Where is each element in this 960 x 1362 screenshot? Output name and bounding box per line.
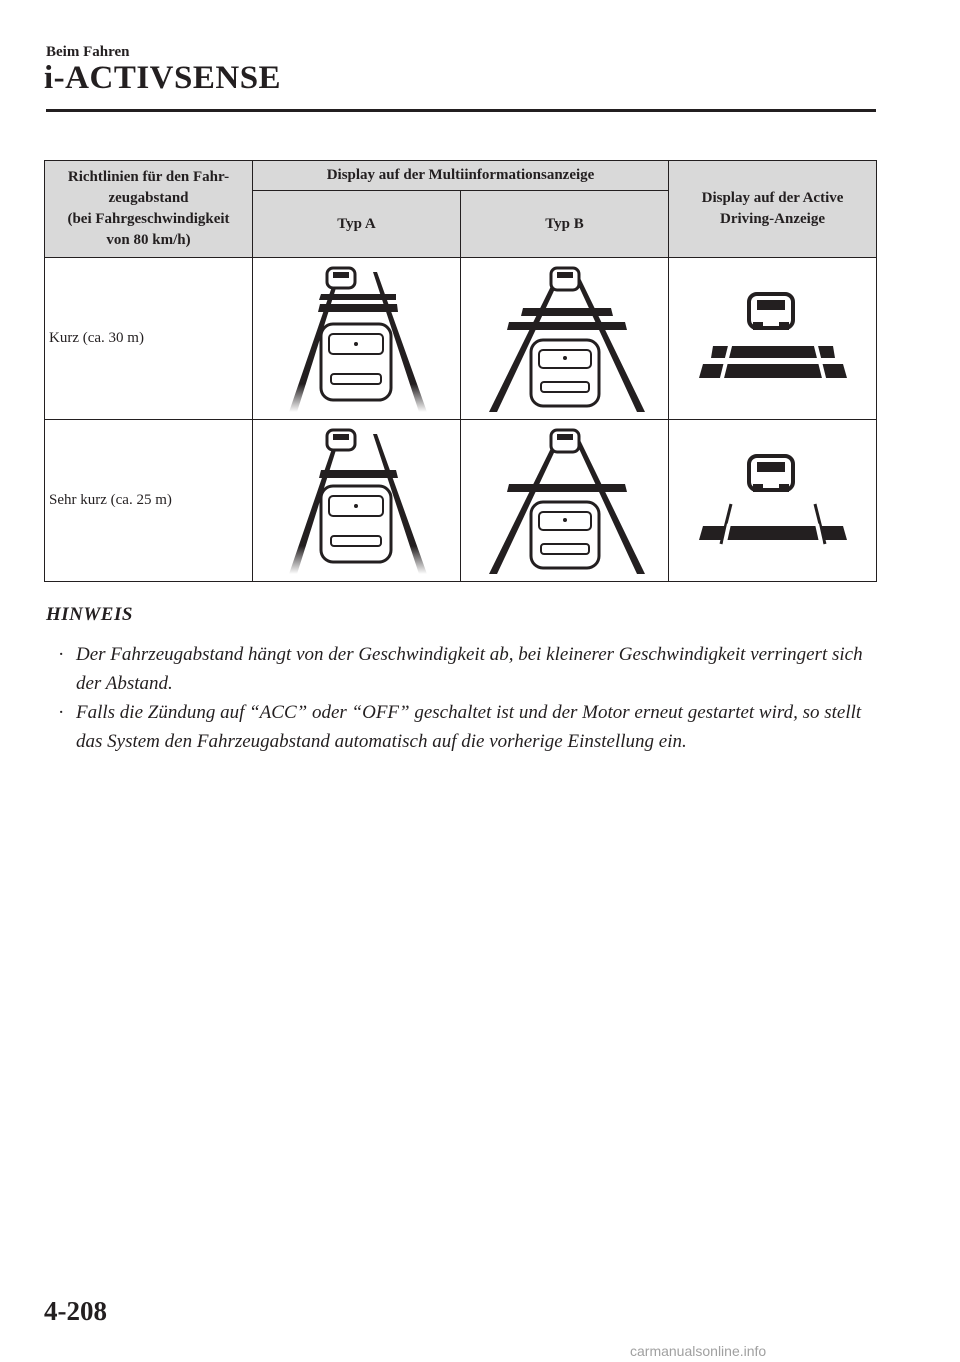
table-row: [45, 258, 877, 420]
col-typ-a-header: Typ A: [253, 191, 461, 258]
header-rule: [46, 109, 876, 112]
note-title: HINWEIS: [46, 604, 133, 625]
note-item: [46, 698, 876, 756]
section-label: Beim Fahren: [46, 44, 130, 60]
active-driving-display-image: [673, 426, 873, 576]
row-label: Sehr kurz (ca. 25 m): [45, 420, 253, 582]
typ-a-display-image: [257, 426, 457, 576]
typ-a-display-image: [257, 264, 457, 414]
note-item-text: Der Fahrzeugabstand hängt von der Geschwindigkeit ab, bei kleinerer Geschwindigkeit verringert sich der Abstand.: [76, 644, 863, 694]
note-item: [46, 640, 876, 698]
typ-b-display-cell: [461, 420, 669, 582]
row-label: Kurz (ca. 30 m): [45, 258, 253, 420]
typ-a-display-cell: [253, 258, 461, 420]
col-distance-guideline-header: Richtlinien für den Fahr- zeugabstand (bei Fahrgeschwindigkeit von 80 km/h): [45, 161, 253, 258]
chapter-title: i-ACTIVSENSE: [44, 60, 282, 96]
active-driving-display-cell: [669, 258, 877, 420]
col-typ-b-header: Typ B: [461, 191, 669, 258]
typ-b-display-cell: [461, 258, 669, 420]
note-list: [46, 640, 876, 756]
typ-a-display-cell: [253, 420, 461, 582]
typ-b-display-image: [465, 426, 665, 576]
typ-b-display-image: [465, 264, 665, 414]
active-driving-display-cell: [669, 420, 877, 582]
table-row: [45, 420, 877, 582]
col-active-driving-header: Display auf der Active Driving-Anzeige: [669, 161, 877, 258]
distance-table: [44, 160, 877, 582]
col-multiinfo-header: Display auf der Multiinformationsanzeige: [253, 161, 669, 191]
note-item-text: Falls die Zündung auf “ACC” oder “OFF” geschaltet ist und der Motor erneut gestartet wird, so stellt das System den Fahrzeugabstand automatisch auf die vorherige Einstellung ein.: [76, 702, 862, 752]
watermark[interactable]: carmanualsonline.info: [630, 1343, 767, 1359]
active-driving-display-image: [673, 264, 873, 414]
bullet-icon: ·: [58, 644, 65, 665]
bullet-icon: ·: [58, 702, 65, 723]
page-number: 4-208: [44, 1296, 107, 1326]
